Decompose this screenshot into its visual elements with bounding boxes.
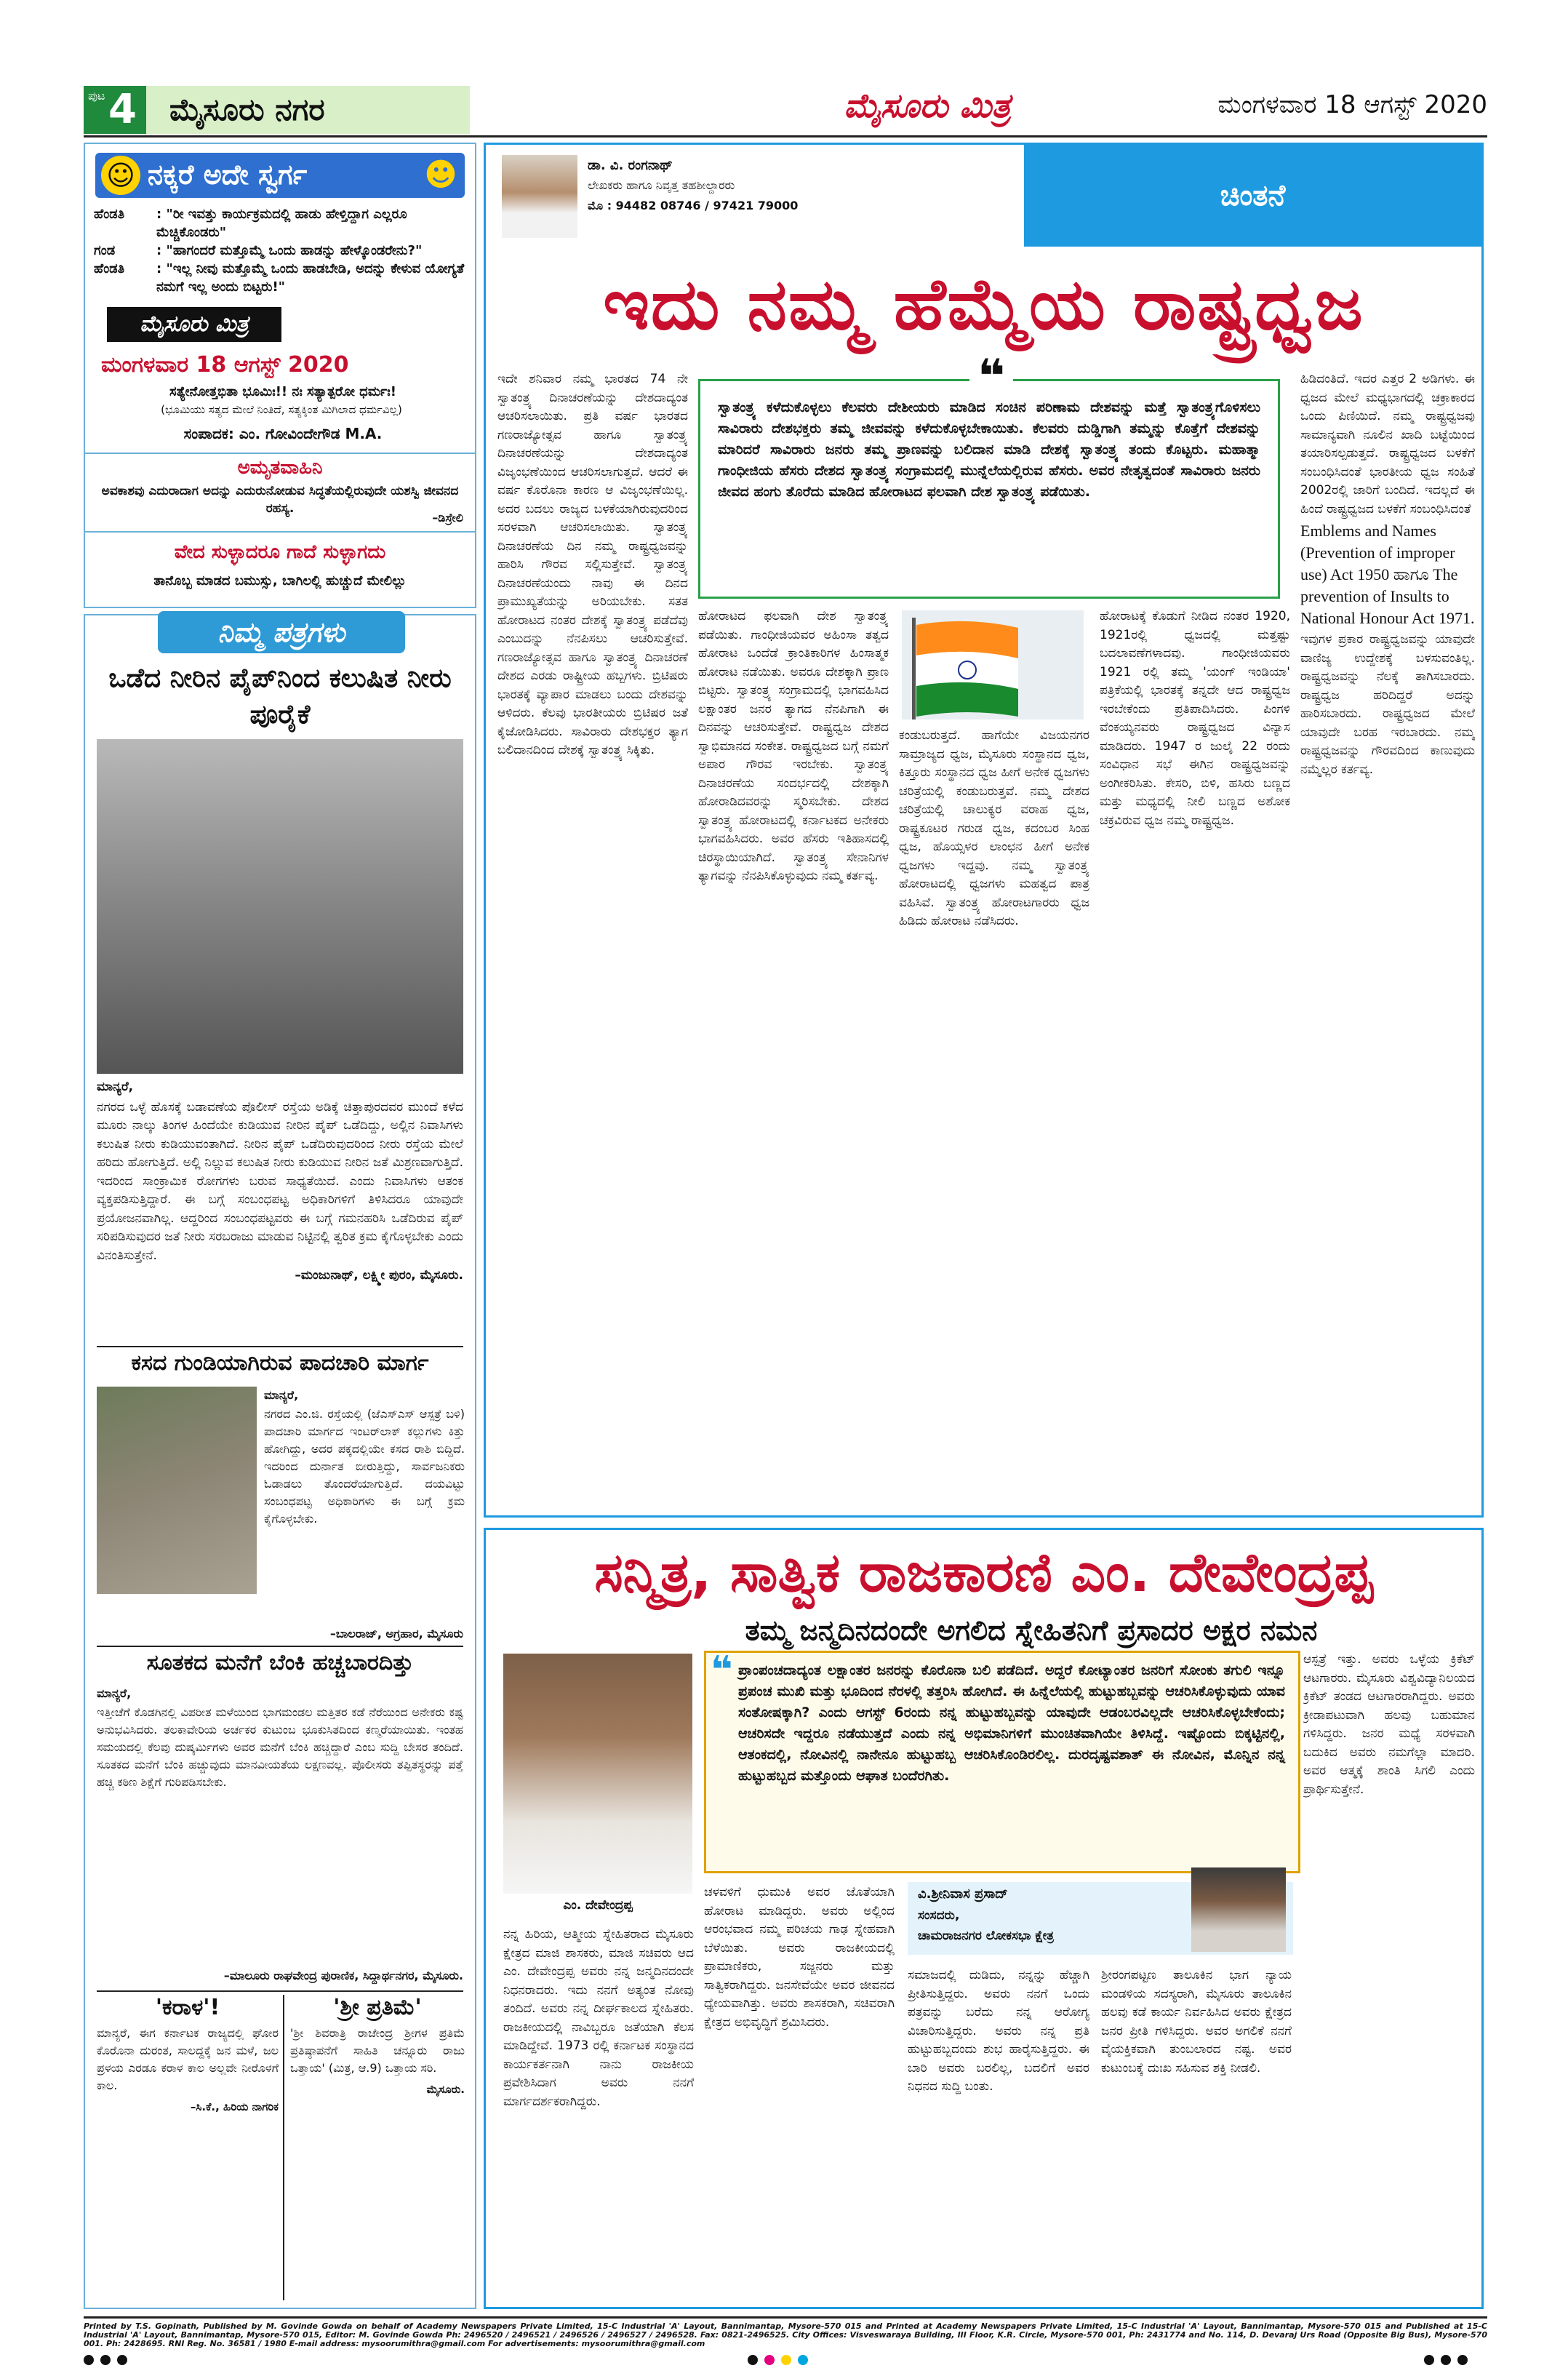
pull-quote-text: ಸ್ವಾತಂತ್ರ್ಯ ಕಳೆದುಕೊಳ್ಳಲು ಕೆಲವರು ದೇಶೀಯರು ಮಾಡಿದ ಸಂಚಿನ ಪರಿಣಾಮ ದೇಶವನ್ನು ಮತ್ತೆ ಸ್ವಾತಂತ್ರ್ಯಗೊಳಿಸಲು ಸಾವಿರಾರು ದೇಶಭಕ್ತರು ತಮ್ಮ ಜೀವವನ್ನು ಕಳೆದುಕೊಳ್ಳಬೇಕಾಯಿತು. ಕೆಲವರು ದುಡ್ಡಿಗಾಗಿ ತಮ್ಮನ್ನು ಕೊತ್ತೆಗೆ ದೇಶವನ್ನು ಮಾರಿದರೆ ಸಾವಿರಾರು ಜನರು ತಮ್ಮ ಪ್ರಾಣವನ್ನು ಬಲಿದಾನ ಮಾಡಿ ದೇಶಕ್ಕೆ ಸ್ವಾತಂತ್ರ್ಯ ತಂದು ಕೊಟ್ಟರು. ಮಹಾತ್ಮಾ ಗಾಂಧೀಜಿಯ ಹೆಸರು ದೇಶದ ಸ್ವಾತಂತ್ರ್ಯ ಸಂಗ್ರಾಮದಲ್ಲಿ ಮುನ್ನೆಲೆಯಲ್ಲಿರುವ ಹೆಸರು. ಅವರ ನೇತೃತ್ವದಂತೆ ಸಾವಿರಾರು ಜನರು ಜೀವದ ಹಂಗು ತೊರೆದು ಮಾಡಿದ ಹೋರಾಟದ ಫಲವಾಗಿ ದೇಶ ಸ್ವಾತಂತ್ರ್ಯ ಪಡೆಯಿತು. [718,399,1260,500]
joke-line [94,205,468,242]
pull-quote-box [698,350,1280,599]
karala-box [97,1995,279,2300]
letter2-text: ನಗರದ ಎಂ.ಜಿ. ರಸ್ತೆಯಲ್ಲಿ (ಜೆಎಸ್‌ಎಸ್ ಆಸ್ಪತ್ರೆ ಬಳಿ) ಪಾದಚಾರಿ ಮಾರ್ಗದ ಇಂಟರ್‌ಲಾಕ್ ಕಲ್ಲುಗಳು ಕಿತ್ತು ಹೋಗಿದ್ದು, ಅದರ ಪಕ್ಕದಲ್ಲಿಯೇ ಕಸದ ರಾಶಿ ಬಿದ್ದಿದೆ. ಇದರಿಂದ ದುರ್ನಾತ ಬೀರುತ್ತಿದ್ದು, ಸಾರ್ವಜನಿಕರು ಓಡಾಡಲು ತೊಂದರೆಯಾಗುತ್ತಿದೆ. ದಯವಿಟ್ಟು ಸಂಬಂಧಪಟ್ಟ ಅಧಿಕಾರಿಗಳು ಈ ಬಗ್ಗೆ ಕ್ರಮ ಕೈಗೊಳ್ಳಬೇಕು. [264,1407,465,1526]
letter1-text: ನಗರದ ಒಳ್ಳೆ ಹೊಸಕ್ಕೆ ಬಡಾವಣೆಯ ಪೊಲೀಸ್ ರಸ್ತೆಯ ಅಡಿಕ್ಕೆ ಚಿತ್ತಾಪುರದವರ ಮುಂದೆ ಕಳೆದ ಮೂರು ನಾಲ್ಕು ತಿಂಗಳ ಹಿಂದೆಯೇ ಕುಡಿಯುವ ನೀರಿನ ಪೈಪ್ ಒಡೆದಿದ್ದು, ಅಲ್ಲಿನ ನಿವಾಸಿಗಳು ಕಲುಷಿತ ನೀರು ಕುಡಿಯುವಂತಾಗಿದೆ. ನೀರಿನ ಪೈಪ್ ಒಡೆದಿರುವುದರಿಂದ ನೀರು ರಸ್ತೆಯ ಮೇಲೆ ಹರಿದು ಹೋಗುತ್ತಿದೆ. ಅಲ್ಲಿ ನಿಲ್ಲುವ ಕಲುಷಿತ ನೀರು ಕುಡಿಯುವ ನೀರಿನ ಜತೆ ಮಿಶ್ರಣವಾಗುತ್ತಿದೆ. ಇದರಿಂದ ಸಾಂಕ್ರಾಮಿಕ ರೋಗಗಳು ಬರುವ ಸಾಧ್ಯತೆಯಿದೆ. ಎಂದು ನಿವಾಸಿಗಳು ಆತಂಕ ವ್ಯಕ್ತಪಡಿಸುತ್ತಿದ್ದಾರೆ. ಈ ಬಗ್ಗೆ ಸಂಬಂಧಪಟ್ಟ ಅಧಿಕಾರಿಗಳಿಗೆ ತಿಳಿಸಿದರೂ ಯಾವುದೇ ಪ್ರಯೋಜನವಾಗಿಲ್ಲ. ಆದ್ದರಿಂದ ಸಂಬಂಧಪಟ್ಟವರು ಈ ಬಗ್ಗೆ ಗಮನಹರಿಸಿ ಒಡೆದಿರುವ ಪೈಪ್ ಸರಿಪಡಿಸುವುದರ ಜತೆ ನೀರು ಸರಬರಾಜು ಮಾಡುವ ನಿಟ್ಟಿನಲ್ಲಿ ತ್ವರಿತ ಕ್ರಮ ಕೈಗೊಳ್ಳಬೇಕು ಎಂದು ವಿನಂತಿಸುತ್ತೇನೆ. [97,1099,463,1263]
letter1-salute: ಮಾನ್ಯರೆ, [97,1080,134,1094]
page-number: 4 [108,86,137,133]
amrutavahini-author: –ಡಿಸ್ರೇಲಿ [432,511,463,525]
author-box-role2: ಚಾಮರಾಜನಗರ ಲೋಕಸಭಾ ಕ್ಷೇತ್ರ [918,1929,1054,1943]
article2-col5 [1303,1651,1475,2304]
letter2-salute: ಮಾನ್ಯರೆ, [264,1388,299,1402]
author-role: ಲೇಖಕರು ಹಾಗೂ ನಿವೃತ್ತ ತಹಶೀಲ್ದಾರರು [588,178,735,192]
joke-speaker: ಹೆಂಡತಿ [94,207,125,222]
article1-col3 [899,727,1089,1512]
broken-pipe-photo [97,739,463,1074]
joke-speaker: ಹೆಂಡತಿ [94,261,125,276]
article2-col3 [908,1966,1089,2304]
joke-line [94,242,468,260]
article1-col5-english: Emblems and Names (Prevention of improper use) Act 1950 ಹಾಗೂ The prevention of Insults to National Honour Act 1971. [1300,522,1475,627]
joke-text: : "ರೀ ಇವತ್ತು ಕಾರ್ಯಕ್ರಮದಲ್ಲಿ ಹಾಡು ಹೇಳ್ತಿದ್ದಾಗ ಎಲ್ಲರೂ ಮೆಚ್ಚಿಕೊಂಡರು" [156,207,407,240]
section-title: ಮೈಸೂರು ನಗರ [169,92,325,127]
page-label: ಪುಟ [88,89,105,103]
article1-col2 [698,607,889,1512]
author-photo [502,155,577,238]
article1-col2-text: ಹೋರಾಟದ ಫಲವಾಗಿ ದೇಶ ಸ್ವಾತಂತ್ರ್ಯ ಪಡೆಯಿತು. ಗಾಂಧೀಜಿಯವರ ಅಹಿಂಸಾ ತತ್ವದ ಹೋರಾಟ ಒಂದೆಡೆ ಕ್ರಾಂತಿಕಾರಿಗಳ ಹಿಂಸಾತ್ಮಕ ಹೋರಾಟ ನಡೆಯಿತು. ಅವರೂ ದೇಶಕ್ಕಾಗಿ ಪ್ರಾಣ ಬಿಟ್ಟರು. ಸ್ವಾತಂತ್ರ್ಯ ಸಂಗ್ರಾಮದಲ್ಲಿ ಭಾಗವಹಿಸಿದ ಲಕ್ಷಾಂತರ ಜನರ ತ್ಯಾಗದ ನೆನಪಿಗಾಗಿ ಈ ದಿನವನ್ನು ಆಚರಿಸುತ್ತೇವೆ. ರಾಷ್ಟ್ರಧ್ವಜ ದೇಶದ ಸ್ವಾಭಿಮಾನದ ಸಂಕೇತ. ರಾಷ್ಟ್ರಧ್ವಜದ ಬಗ್ಗೆ ನಮಗೆ ಅಪಾರ ಗೌರವ ಇರಬೇಕು. ಸ್ವಾತಂತ್ರ್ಯ ದಿನಾಚರಣೆಯ ಸಂದರ್ಭದಲ್ಲಿ ದೇಶಕ್ಕಾಗಿ ಹೋರಾಡಿದವರನ್ನು ಸ್ಮರಿಸಬೇಕು. ದೇಶದ ಸ್ವಾತಂತ್ರ್ಯ ಹೋರಾಟದಲ್ಲಿ ಕರ್ನಾಟಕದ ಅನೇಕರು ಭಾಗವಹಿಸಿದರು. ಅವರ ಹೆಸರು ಇತಿಹಾಸದಲ್ಲಿ ಚಿರಸ್ಥಾಯಿಯಾಗಿದೆ. ಸ್ವಾತಂತ್ರ್ಯ ಸೇನಾನಿಗಳ ತ್ಯಾಗವನ್ನು ನೆನಪಿಸಿಕೊಳ್ಳುವುದು ನಮ್ಮ ಕರ್ತವ್ಯ. [698,609,889,883]
footer-imprint: Printed by T.S. Gopinath, Published by M. Govinde Gowda on behalf of Academy Newspapers Private Limited, 15-C Industrial 'A' Layout, Bannimantap, Mysore-570 015 and Printed at Academy Newspapers Private Limited, 15-C Industrial 'A' Layout, Bannimantap, Mysore-570 015 and Published at 15-C Industrial 'A' Layout, Bannimantap, Mysore-570 015, Editor: M. Govinde Gowda Ph: 2496520 / 2496521 / 2496526 / 2496527 / 2496528. Fax: 0821-2496525. City Offices: Visveswaraya Building, III Floor, K.R. Circle, Mysore-570 001, Ph: 2431774 and No. 114, D. Devaraj Urs Road (Opposite Big Bus), Mysore-570 001. Ph: 2428695. RNI Reg. No. 36581 / 1980 E-mail address: mysoorumithra@gmail.com For advertisements: mysoorumithra@gmail.com [84,2322,1487,2348]
article1-col1 [497,370,688,1512]
article1-col5-text-b: ಇವುಗಳ ಪ್ರಕಾರ ರಾಷ್ಟ್ರಧ್ವಜವನ್ನು ಯಾವುದೇ ವಾಣಿಜ್ಯ ಉದ್ದೇಶಕ್ಕೆ ಬಳಸುವಂತಿಲ್ಲ. ರಾಷ್ಟ್ರಧ್ವಜವನ್ನು ನೆಲಕ್ಕೆ ತಾಗಿಸಬಾರದು. ರಾಷ್ಟ್ರಧ್ವಜ ಹರಿದಿದ್ದರೆ ಅದನ್ನು ಹಾರಿಸಬಾರದು. ರಾಷ್ಟ್ರಧ್ವಜದ ಮೇಲೆ ಯಾವುದೇ ಬರಹ ಇರಬಾರದು. ನಮ್ಮ ರಾಷ್ಟ್ರಧ್ವಜವನ್ನು ಗೌರವದಿಂದ ಕಾಣುವುದು ನಮ್ಮೆಲ್ಲರ ಕರ್ತವ್ಯ. [1300,632,1475,777]
cartoon-figure-icon: ☻ [424,156,457,194]
header-rule [84,135,1487,137]
amrutavahini-text: ಅವಕಾಶವು ಎದುರಾದಾಗ ಅದನ್ನು ಎದುರುನೋಡುವ ಸಿದ್ಧತೆಯಲ್ಲಿರುವುದೇ ಯಶಸ್ವಿ ಜೀವನದ ರಹಸ್ಯ. [101,484,459,516]
flag-photo [902,610,1084,719]
article2-col4-text: ಶ್ರೀರಂಗಪಟ್ಟಣ ತಾಲೂಕಿನ ಭಾಗ ನ್ಯಾಯ ಮಂಡಳಿಯ ಸದಸ್ಯರಾಗಿ, ಮೈಸೂರು ತಾಲೂಕಿನ ಹಲವು ಕಡೆ ಕಾರ್ಯ ನಿರ್ವಹಿಸಿದ ಅವರು ಕ್ಷೇತ್ರದ ಜನರ ಪ್ರೀತಿ ಗಳಿಸಿದ್ದರು. ಅವರ ಅಗಲಿಕೆ ನನಗೆ ವೈಯಕ್ತಿಕವಾಗಿ ತುಂಬಲಾರದ ನಷ್ಟ. ಅವರ ಕುಟುಂಬಕ್ಕೆ ದುಃಖ ಸಹಿಸುವ ಶಕ್ತಿ ನೀಡಲಿ. [1101,1968,1292,2076]
joke-list [94,205,468,296]
article2-col1 [503,1926,694,2304]
joke-speaker: ಗಂಡ [94,243,116,258]
letter3-sign: –ಮಾಲೂರು ರಾಘವೇಂದ್ರ ಪುರಾಣಿಕ, ಸಿದ್ದಾರ್ಥನಗರ, ಮೈಸೂರು. [223,1969,463,1982]
registration-dots-center [748,2354,815,2368]
pratime-title: 'ಶ್ರೀ ಪ್ರತಿಮೆ' [333,1995,422,2020]
registration-dots-right [1424,2354,1474,2368]
letter3-body [97,1685,463,1961]
letter1-title: ಒಡೆದ ನೀರಿನ ಪೈಪ್‌ನಿಂದ ಕಲುಷಿತ ನೀರು ಪೂರೈಕೆ [108,663,452,730]
info-date: ಮಂಗಳವಾರ 18 ಆಗಸ್ಟ್ 2020 [101,352,349,378]
joke-title: ನಕ್ಕರೆ ಅದೇ ಸ್ವರ್ಗ [148,159,308,191]
joke-title-bar [95,153,465,198]
veda-text: ತಾನೊಬ್ಬ ಮಾಡದ ಬಮುಸ್ಸು, ಬಾಗಿಲಲ್ಲಿ ಹುಚ್ಚುದೆ ಮೇಲಿಲ್ಲು [153,573,407,589]
letters-vertical-divider [283,1995,284,2300]
letter3-salute: ಮಾನ್ಯರೆ, [97,1686,132,1700]
article1-headline: ಇದು ನಮ್ಮ ಹೆಮ್ಮೆಯ ರಾಷ್ಟ್ರಧ್ವಜ [603,263,1364,346]
letters-banner-text: ನಿಮ್ಮ ಪತ್ರಗಳು [217,616,345,648]
article2-quote-box [704,1651,1300,1873]
indian-flag-icon [902,610,1084,719]
article2-col2-text: ಚಳವಳಿಗೆ ಧುಮುಕಿ ಅವರ ಜೊತೆಯಾಗಿ ಹೋರಾಟ ಮಾಡಿದ್ದರು. ಅವರು ಅಲ್ಲಿಂದ ಆರಂಭವಾದ ನಮ್ಮ ಪರಿಚಯ ಗಾಢ ಸ್ನೇಹವಾಗಿ ಬೆಳೆಯಿತು. ಅವರು ರಾಜಕೀಯದಲ್ಲಿ ಪ್ರಾಮಾಣಿಕರು, ಸಜ್ಜನರು ಮತ್ತು ಸಾತ್ವಿಕರಾಗಿದ್ದರು. ಜನಸೇವೆಯೇ ಅವರ ಜೀವನದ ಧ್ಯೇಯವಾಗಿತ್ತು. ಅವರು ಶಾಸಕರಾಗಿ, ಸಚಿವರಾಗಿ ಕ್ಷೇತ್ರದ ಅಭಿವೃದ್ಧಿಗೆ ಶ್ರಮಿಸಿದರು. [704,1885,895,2030]
quote-mark-icon: ❝ [969,355,1013,390]
author-box-role1: ಸಂಸದರು, [918,1908,960,1923]
page-label-badge [84,86,146,134]
article1-col4 [1100,607,1290,1512]
article2-col2 [704,1883,895,2304]
pratime-text: 'ಶ್ರೀ ಶಿವರಾತ್ರಿ ರಾಜೇಂದ್ರ ಶ್ರೀಗಳ ಪ್ರತಿಮೆ ಪ್ರತಿಷ್ಠಾಪನೆಗೆ ಸಾಹಿತಿ ಚನ್ನೂರು ರಾಜು ಒತ್ತಾಯ' (ಮಿತ್ರ, ಆ.9) ಒತ್ತಾಯ ಸರಿ. [290,2026,465,2075]
info-motto: ಸತ್ಯೇನೋತ್ತಭಿತಾ ಭೂಮಿಃ!! ನಃ ಸತ್ಯಾತ್ಪರೋ ಧರ್ಮಃ! [169,384,396,399]
section-bar [146,86,470,134]
photo-caption: ಎಂ. ದೇವೇಂದ್ರಪ್ಪ [563,1898,633,1913]
chintane-tag [1024,145,1481,247]
article2-col4 [1101,1966,1292,2304]
letter2-title: ಕಸದ ಗುಂಡಿಯಾಗಿರುವ ಪಾದಚಾರಿ ಮಾರ್ಗ [131,1350,429,1376]
chintane-tag-text: ಚಿಂತನೆ [1220,179,1286,212]
karala-text: ಮಾನ್ಯರೆ, ಈಗ ಕರ್ನಾಟಕ ರಾಜ್ಯದಲ್ಲಿ ಘೋರ ಕೊರೊನಾ ದುರಂತ, ಸಾಲದ್ದಕ್ಕೆ ಜನ ಮಳೆ, ಜಲ ಪ್ರಳಯ ಎರಡೂ ಕರಾಳ ಕಾಲ ಅಲ್ಲವೇ ನೀರೊಳಗೆ ಕಾಲ. [97,2026,279,2092]
letter2-body [264,1387,465,1627]
letter-divider [97,1646,463,1647]
letter-divider [97,1990,463,1992]
letters-section [84,614,476,2309]
left-info-box [84,143,476,608]
letters-banner [158,611,405,653]
masthead-title: ಮೈಸೂರು ಮಿತ್ರ [844,86,1011,125]
article2-quote-text: ಪ್ರಾಂಪಂಚದಾದ್ಯಂತ ಲಕ್ಷಾಂತರ ಜನರನ್ನು ಕೊರೊನಾ ಬಲಿ ಪಡೆದಿದೆ. ಅದ್ದರೆ ಕೋಟ್ಯಾಂತರ ಜನರಿಗೆ ಸೋಂಕು ತಗುಲಿ ಇನ್ನೂ ಪ್ರಪಂಚ ಮುಖಿ ಮತ್ತು ಭೂದಿಂದ ನೆರಳಲ್ಲಿ ತತ್ತರಿಸಿ ಹೋಗಿದೆ. ಈ ಹಿನ್ನೆಲೆಯಲ್ಲಿ ಹುಟ್ಟುಹಬ್ಬವನ್ನು ಆಚರಿಸಿಕೊಳ್ಳುವುದು ಯಾವ ಸಂತೋಷಕ್ಕಾಗಿ? ಎಂದು ಆಗಸ್ಟ್ 6ರಂದು ನನ್ನ ಹುಟ್ಟುಹಬ್ಬವನ್ನು ಯಾವುದೇ ಆಡಂಬರವಿಲ್ಲದೇ ಆಚರಿಸಿಕೊಳ್ಳಬೇಕೆಂದು; ಆಚರಿಸದೇ ಇದ್ದರೂ ನಡೆಯುತ್ತದೆ ಎಂದು ನನ್ನ ಅಭಿಮಾನಿಗಳಿಗೆ ಮುಂಚಿತವಾಗಿಯೇ ತಿಳಿಸಿದ್ದೆ. ಇಷ್ಟೊಂದು ಬಿಕ್ಕಟ್ಟಿನಲ್ಲಿ, ಆತಂಕದಲ್ಲಿ, ನೋವಿನಲ್ಲಿ ನಾನೇನೂ ಹುಟ್ಟುಹಬ್ಬ ಆಚರಿಸಿಕೊಂಡಿರಲಿಲ್ಲ. ದುರದೃಷ್ಟವಶಾತ್ ಈ ನೋವಿನ, ಮೊನ್ನಿನ ನನ್ನ ಹುಟ್ಟುಹಬ್ಬದ ಮತ್ತೊಂದು ಆಘಾತ ಬಂದೆರಗಿತು. [738,1662,1285,1784]
article1-col5 [1300,370,1475,1512]
masthead-mini [107,307,281,342]
letter1-sign: –ಮಂಜುನಾಥ್, ಲಕ್ಷ್ಮೀ ಪುರಂ, ಮೈಸೂರು. [295,1268,463,1283]
article1-col3-text: ಕಂಡುಬರುತ್ತದೆ. ಹಾಗೆಯೇ ವಿಜಯನಗರ ಸಾಮ್ರಾಜ್ಯದ ಧ್ವಜ, ಮೈಸೂರು ಸಂಸ್ಥಾನದ ಧ್ವಜ, ಕಿತ್ತೂರು ಸಂಸ್ಥಾನದ ಧ್ವಜ ಹೀಗೆ ಅನೇಕ ಧ್ವಜಗಳು ಚರಿತ್ರೆಯಲ್ಲಿ ಕಂಡುಬರುತ್ತವೆ. ನಮ್ಮ ದೇಶದ ಚರಿತ್ರೆಯಲ್ಲಿ ಚಾಲುಕ್ಯರ ವರಾಹ ಧ್ವಜ, ರಾಷ್ಟ್ರಕೂಟರ ಗರುಡ ಧ್ವಜ, ಕದಂಬರ ಸಿಂಹ ಧ್ವಜ, ಹೊಯ್ಸಳರ ಲಾಂಛನ ಹೀಗೆ ಅನೇಕ ಧ್ವಜಗಳು ಇದ್ದವು. ನಮ್ಮ ಸ್ವಾತಂತ್ರ್ಯ ಹೋರಾಟದಲ್ಲಿ ಧ್ವಜಗಳು ಮಹತ್ವದ ಪಾತ್ರ ವಹಿಸಿವೆ. ಸ್ವಾತಂತ್ರ್ಯ ಹೋರಾಟಗಾರರು ಧ್ವಜ ಹಿಡಿದು ಹೋರಾಟ ನಡೆಸಿದರು. [899,728,1089,928]
letter3-title: ಸೂತಕದ ಮನೆಗೆ ಬೆಂಕಿ ಹಚ್ಚಬಾರದಿತ್ತು [146,1650,414,1675]
veda-title: ವೇದ ಸುಳ್ಳಾದರೂ ಗಾದೆ ಸುಳ್ಳಾಗದು [174,541,386,563]
header-date: ಮಂಗಳವಾರ 18 ಆಗಸ್ಟ್ 2020 [1217,90,1487,119]
amrutavahini-title: ಅಮೃತವಾಹಿನಿ [237,457,323,479]
article2-col1-text: ನನ್ನ ಹಿರಿಯ, ಆತ್ಮೀಯ ಸ್ನೇಹಿತರಾದ ಮೈಸೂರು ಕ್ಷೇತ್ರದ ಮಾಜಿ ಶಾಸಕರು, ಮಾಜಿ ಸಚಿವರು ಆದ ಎಂ. ದೇವೇಂದ್ರಪ್ಪ ಅವರು ನನ್ನ ಜನ್ಮದಿನದಂದೇ ನಿಧನರಾದರು. ಇದು ನನಗೆ ಅತ್ಯಂತ ನೋವು ತಂದಿದೆ. ಅವರು ನನ್ನ ದೀರ್ಘಕಾಲದ ಸ್ನೇಹಿತರು. ರಾಜಕೀಯದಲ್ಲಿ ನಾವಿಬ್ಬರೂ ಜತೆಯಾಗಿ ಕೆಲಸ ಮಾಡಿದ್ದೇವೆ. 1973 ರಲ್ಲಿ ಕರ್ನಾಟಕ ಸಂಸ್ಥಾನದ ಕಾರ್ಯಕರ್ತನಾಗಿ ನಾನು ರಾಜಕೀಯ ಪ್ರವೇಶಿಸಿದಾಗ ಅವರು ನನಗೆ ಮಾರ್ಗದರ್ಶಕರಾಗಿದ್ದರು. [503,1927,694,2109]
info-editor: ಸಂಪಾದಕ: ಎಂ. ಗೋವಿಂದೇಗೌಡ M.A. [183,425,383,442]
author-box-name: ವಿ.ಶ್ರೀನಿವಾಸ ಪ್ರಸಾದ್ [918,1886,1008,1902]
masthead-mini-title: ಮೈಸೂರು ಮಿತ್ರ [140,311,249,337]
author-phone: ಮೊ : 94482 08746 / 97421 79000 [588,199,799,212]
registration-dots-left [84,2354,134,2368]
laughing-face-icon: ☺ [101,156,140,195]
joke-line [94,260,468,296]
quote-mark-icon: ❝ [711,1649,733,1692]
article2-col5-text: ಆಸ್ಪತ್ರೆ ಇತ್ತು. ಅವರು ಒಳ್ಳೆಯ ಕ್ರಿಕೆಟ್ ಆಟಗಾರರು. ಮೈಸೂರು ವಿಶ್ವವಿದ್ಯಾನಿಲಯದ ಕ್ರಿಕೆಟ್ ತಂಡದ ಆಟಗಾರರಾಗಿದ್ದರು. ಅವರು ಕ್ರೀಡಾಪಟುವಾಗಿ ಹಲವು ಬಹುಮಾನ ಗಳಿಸಿದ್ದರು. ಜನರ ಮಧ್ಯೆ ಸರಳವಾಗಿ ಬದುಕಿದ ಅವರು ನಮಗೆಲ್ಲಾ ಮಾದರಿ. ಅವರ ಆತ್ಮಕ್ಕೆ ಶಾಂತಿ ಸಿಗಲಿ ಎಂದು ಪ್ರಾರ್ಥಿಸುತ್ತೇನೆ. [1303,1652,1475,1797]
pratime-box [290,1995,465,2300]
devendrappa-photo [503,1654,692,1894]
joke-text: : "ಹಾಗಂದರೆ ಮತ್ತೊಮ್ಮೆ ಒಂದು ಹಾಡನ್ನು ಹೇಳ್ಕೊಂಡರೇನು?" [156,243,423,258]
letter2-sign: –ಬಾಲರಾಜ್, ಅಗ್ರಹಾರ, ಮೈಸೂರು [329,1627,463,1641]
info-motto-translation: (ಭೂಮಿಯು ಸತ್ಯದ ಮೇಲೆ ನಿಂತಿದೆ, ಸತ್ಯಕ್ಕಿಂತ ಮಿಗಿಲಾದ ಧರ್ಮವಿಲ್ಲ) [161,403,402,416]
article1-col4-text: ಹೋರಾಟಕ್ಕೆ ಕೊಡುಗೆ ನೀಡಿದ ನಂತರ 1920, 1921ರಲ್ಲಿ ಧ್ವಜದಲ್ಲಿ ಮತ್ತಷ್ಟು ಬದಲಾವಣೆಗಳಾದವು. ಗಾಂಧೀಜಿಯವರು 1921 ರಲ್ಲಿ ತಮ್ಮ 'ಯಂಗ್ ಇಂಡಿಯಾ' ಪತ್ರಿಕೆಯಲ್ಲಿ ಭಾರತಕ್ಕೆ ತನ್ನದೇ ಆದ ರಾಷ್ಟ್ರಧ್ವಜ ಇರಬೇಕೆಂದು ಪ್ರತಿಪಾದಿಸಿದರು. ಪಿಂಗಳಿ ವೆಂಕಯ್ಯನವರು ರಾಷ್ಟ್ರಧ್ವಜದ ವಿನ್ಯಾಸ ಮಾಡಿದರು. 1947 ರ ಜುಲೈ 22 ರಂದು ಸಂವಿಧಾನ ಸಭೆ ಈಗಿನ ರಾಷ್ಟ್ರಧ್ವಜವನ್ನು ಅಂಗೀಕರಿಸಿತು. ಕೇಸರಿ, ಬಿಳಿ, ಹಸಿರು ಬಣ್ಣದ ಮತ್ತು ಮಧ್ಯದಲ್ಲಿ ನೀಲಿ ಬಣ್ಣದ ಅಶೋಕ ಚಕ್ರವಿರುವ ಧ್ವಜ ನಮ್ಮ ರಾಷ್ಟ್ರಧ್ವಜ. [1100,609,1290,828]
article2-subhead: ತಮ್ಮ ಜನ್ಮದಿನದಂದೇ ಅಗಲಿದ ಸ್ನೇಹಿತನಿಗೆ ಪ್ರಸಾದರ ಅಕ್ಷರ ನಮನ [745,1614,1318,1646]
article2-headline: ಸನ್ಮಿತ್ರ, ಸಾತ್ವಿಕ ರಾಜಕಾರಣಿ ಎಂ. ದೇವೇಂದ್ರಪ್ಪ [594,1542,1373,1604]
karala-sign: –ಸಿ.ಕೆ., ಹಿರಿಯ ನಾಗರಿಕ [190,2100,279,2113]
article1-col5-text: ಹಿಡಿದಂತಿದೆ. ಇದರ ಎತ್ತರ 2 ಅಡಿಗಳು. ಈ ಧ್ವಜದ ಮೇಲೆ ಮಧ್ಯಭಾಗದಲ್ಲಿ ಚಕ್ರಾಕಾರದ ಒಂದು ಪಿಣಿಯಿದೆ. ನಮ್ಮ ರಾಷ್ಟ್ರಧ್ವಜವು ಸಾಮಾನ್ಯವಾಗಿ ನೂಲಿನ ಖಾದಿ ಬಟ್ಟೆಯಿಂದ ತಯಾರಿಸಲ್ಪಡುತ್ತದೆ. ರಾಷ್ಟ್ರಧ್ವಜದ ಬಳಕೆಗೆ ಸಂಬಂಧಿಸಿದಂತೆ ಭಾರತೀಯ ಧ್ವಜ ಸಂಹಿತೆ 2002ರಲ್ಲಿ ಜಾರಿಗೆ ಬಂದಿದೆ. ಇದಲ್ಲದೆ ಈ ಹಿಂದೆ ರಾಷ್ಟ್ರಧ್ವಜದ ಬಳಕೆಗೆ ಸಂಬಂಧಿಸಿದಂತೆ [1300,372,1475,517]
author-box [908,1882,1293,1955]
letter-divider [97,1346,463,1347]
article1-frame [484,143,1484,1518]
letter3-text: ಇತ್ತೀಚೆಗೆ ಕೊಡಗಿನಲ್ಲಿ ವಿಪರೀತ ಮಳೆಯಿಂದ ಭಾಗಮಂಡಲ ಮತ್ತಿತರ ಕಡೆ ನೆರೆಯಿಂದ ಅನೇಕರು ಕಷ್ಟ ಅನುಭವಿಸಿದರು. ತಲಕಾವೇರಿಯ ಅರ್ಚಕರ ಕುಟುಂಬ ಭೂಕುಸಿತದಿಂದ ಕಣ್ಮರೆಯಾಯಿತು. ಇಂತಹ ಸಮಯದಲ್ಲಿ ಕೆಲವು ದುಷ್ಕರ್ಮಿಗಳು ಅವರ ಮನೆಗೆ ಬೆಂಕಿ ಹಚ್ಚಿದ್ದಾರೆ ಎಂಬ ಸುದ್ದಿ ಬೇಸರ ತಂದಿದೆ. ಸೂತಕದ ಮನೆಗೆ ಬೆಂಕಿ ಹಚ್ಚುವುದು ಮಾನವೀಯತೆಯ ಲಕ್ಷಣವಲ್ಲ. ಪೊಲೀಸರು ತಪ್ಪಿತಸ್ಥರನ್ನು ಪತ್ತೆ ಹಚ್ಚಿ ಕಠಿಣ ಶಿಕ್ಷೆಗೆ ಗುರಿಪಡಿಸಬೇಕು. [97,1705,463,1789]
author-name: ಡಾ. ವಿ. ರಂಗನಾಥ್ [588,158,673,173]
article2-col3-text: ಸಮಾಜದಲ್ಲಿ ದುಡಿದು, ನನ್ನನ್ನು ಹೆಚ್ಚಾಗಿ ಪ್ರೀತಿಸುತ್ತಿದ್ದರು. ಅವರು ನನಗೆ ಒಂದು ಪತ್ರವನ್ನು ಬರೆದು ನನ್ನ ಆರೋಗ್ಯ ವಿಚಾರಿಸುತ್ತಿದ್ದರು. ಅವರು ನನ್ನ ಪ್ರತಿ ಹುಟ್ಟುಹಬ್ಬದಂದು ಶುಭ ಹಾರೈಸುತ್ತಿದ್ದರು. ಈ ಬಾರಿ ಅವರು ಬರಲಿಲ್ಲ, ಬದಲಿಗೆ ಅವರ ನಿಧನದ ಸುದ್ದಿ ಬಂತು. [908,1968,1089,2094]
article1-col1-text: ಇದೇ ಶನಿವಾರ ನಮ್ಮ ಭಾರತದ 74 ನೇ ಸ್ವಾತಂತ್ರ್ಯ ದಿನಾಚರಣೆಯನ್ನು ದೇಶದಾದ್ಯಂತ ಆಚರಿಸಲಾಯಿತು. ಪ್ರತಿ ವರ್ಷ ಭಾರತದ ಗಣರಾಜ್ಯೋತ್ಸವ ಹಾಗೂ ಸ್ವಾತಂತ್ರ್ಯ ದಿನಾಚರಣೆಯನ್ನು ದೇಶದಾದ್ಯಂತ ವಿಜೃಂಭಣೆಯಿಂದ ಆಚರಿಸಲಾಗುತ್ತದೆ. ಆದರೆ ಈ ವರ್ಷ ಕೊರೊನಾ ಕಾರಣ ಆ ವಿಜೃಂಭಣೆಯಿಲ್ಲ. ಅದರ ಬದಲು ರಾಜ್ಯದ ಬಳಕೆಯಾಗಿರುವುದರಿಂದ ಸರಳವಾಗಿ ಆಚರಿಸಲಾಯಿತು. ಸ್ವಾತಂತ್ರ್ಯ ದಿನಾಚರಣೆಯ ದಿನ ನಮ್ಮ ರಾಷ್ಟ್ರಧ್ವಜವನ್ನು ಹಾರಿಸಿ ಗೌರವ ಸಲ್ಲಿಸುತ್ತೇವೆ. ಸ್ವಾತಂತ್ರ್ಯ ದಿನಾಚರಣೆಯಂದು ನಾವು ಈ ದಿನದ ಪ್ರಾಮುಖ್ಯತೆಯನ್ನು ಅರಿಯಬೇಕು. ಸತತ ಹೋರಾಟದ ನಂತರ ದೇಶಕ್ಕೆ ಸ್ವಾತಂತ್ರ್ಯ ಪಡೆದೆವು ಎಂಬುದನ್ನು ನೆನಪಿಸಲು ಆಚರಿಸುತ್ತೇವೆ. ಗಣರಾಜ್ಯೋತ್ಸವ ಹಾಗೂ ಸ್ವಾತಂತ್ರ್ಯ ದಿನಾಚರಣೆ ದೇಶದ ಎರಡು ರಾಷ್ಟ್ರೀಯ ಹಬ್ಬಗಳು. ಬ್ರಿಟಿಷರು ಭಾರತಕ್ಕೆ ವ್ಯಾಪಾರ ಮಾಡಲು ಬಂದು ದೇಶವನ್ನು ಆಳಿದರು. ಕೆಲವು ಭಾರತೀಯರು ಬ್ರಿಟಿಷರ ಜತೆ ಕೈಜೋಡಿಸಿದರು. ಸಾವಿರಾರು ದೇಶಭಕ್ತರ ತ್ಯಾಗ ಬಲಿದಾನದಿಂದ ದೇಶಕ್ಕೆ ಸ್ವಾತಂತ್ರ್ಯ ಸಿಕ್ಕಿತು. [497,372,688,757]
article2-frame [484,1528,1484,2309]
amrutavahini-box [85,453,475,533]
karala-title: 'ಕರಾಳ'! [155,1995,220,2020]
pratime-sign: ಮೈಸೂರು. [426,2083,465,2096]
footer-rule [84,2316,1487,2319]
garbage-footpath-photo [97,1387,257,1594]
joke-text: : "ಇಲ್ಲ ನೀವು ಮತ್ತೊಮ್ಮೆ ಒಂದು ಹಾಡಬೇಡಿ, ಅದನ್ನು ಕೇಳುವ ಯೋಗ್ಯತೆ ನಮಗೆ ಇಲ್ಲ ಅಂದು ಬಿಟ್ಟರು!" [156,261,465,295]
prasad-photo [1191,1867,1286,1952]
